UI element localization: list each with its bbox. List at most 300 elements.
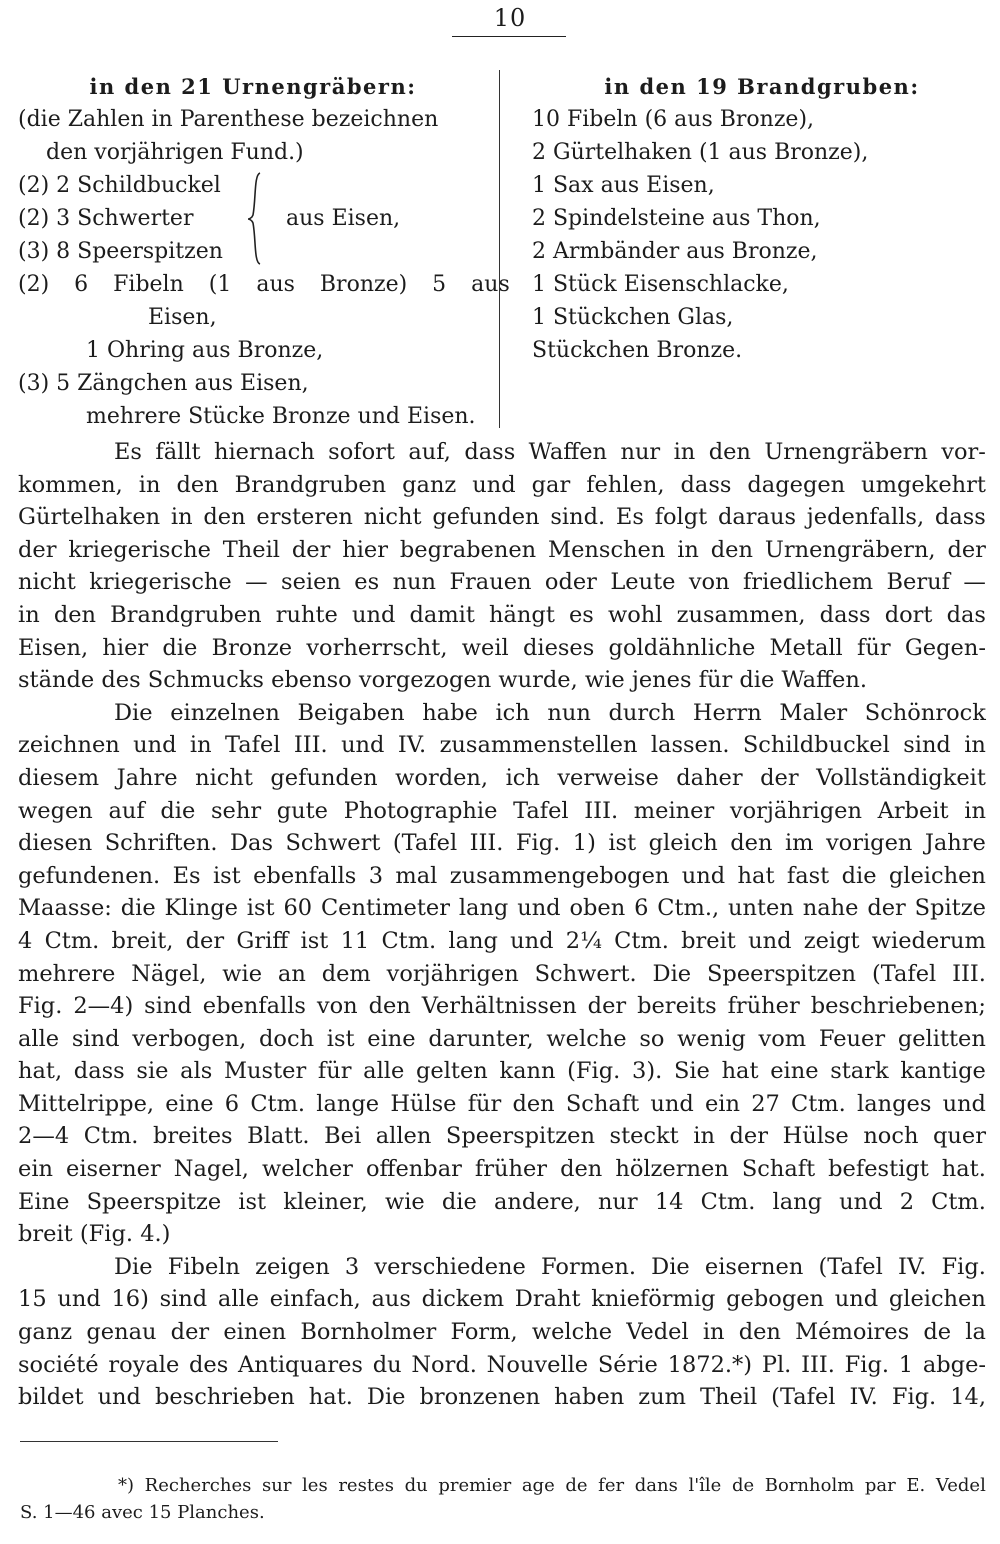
word: den (53, 601, 97, 628)
right-column-heading: in den 19 Brandgruben: (604, 74, 920, 99)
word: hat (737, 862, 775, 889)
text-line (18, 632, 986, 665)
word: (Tafel (818, 1253, 883, 1280)
word: wenig (677, 1025, 746, 1052)
iron-items-group (18, 169, 488, 268)
word: der (18, 536, 57, 563)
word: Metall (769, 634, 843, 661)
word: noch (863, 1123, 919, 1150)
text-line (18, 860, 986, 893)
word: oben (569, 895, 626, 922)
word: knieförmig (591, 1286, 716, 1313)
word: als (180, 1058, 213, 1085)
word: — (963, 569, 986, 596)
word: damit (409, 601, 475, 628)
word: dass (934, 504, 986, 531)
word: die (739, 667, 775, 694)
word: Frauen (449, 569, 532, 596)
word: gebogen (726, 1286, 825, 1313)
word: nicht (363, 504, 422, 531)
word: Nouvelle (486, 1351, 589, 1378)
word: Recherches (144, 1475, 252, 1496)
left-column-heading: in den 21 Urnengräbern: (89, 74, 417, 99)
word: wie (222, 960, 263, 987)
word: meiner (633, 797, 715, 824)
word: für (698, 667, 733, 694)
word: Ctm. (931, 1188, 986, 1215)
item-name: Schwerter (77, 206, 194, 231)
word: hier (102, 634, 149, 661)
word: gelten (415, 1058, 488, 1085)
word: zusammengebogen (449, 862, 670, 889)
word: dass (73, 1058, 125, 1085)
word: (Fig. (567, 1058, 621, 1085)
word: es (568, 601, 594, 628)
list-item: (3) 5 Zängchen aus Eisen, (18, 371, 309, 396)
word: Verhältnissen (421, 993, 577, 1020)
word: de (565, 1475, 588, 1496)
word: vor- (941, 439, 986, 465)
word: so (639, 1025, 665, 1052)
text-line (18, 1251, 986, 1284)
word: der (867, 895, 906, 922)
word: Mittelrippe, (18, 1090, 155, 1117)
word: fehlen, (586, 471, 665, 498)
word: 14, (950, 1384, 986, 1411)
word: Ctm. (700, 1188, 756, 1215)
word: gar (531, 471, 571, 498)
word: andere, (493, 1188, 581, 1215)
word: la (965, 1319, 986, 1346)
word: in (693, 1123, 715, 1150)
word: Schildbuckel (742, 732, 890, 759)
word: ersteren (256, 504, 353, 531)
word: hat, (18, 1058, 63, 1085)
word: Waffen. (781, 667, 867, 694)
word: stark (830, 1058, 889, 1085)
word: jenes (631, 667, 692, 694)
word: weil (461, 634, 509, 661)
word: par (864, 1475, 896, 1496)
word: vom (758, 1025, 807, 1052)
word: Vedel (935, 1475, 986, 1496)
word: und (97, 1384, 141, 1411)
text-line (18, 566, 986, 599)
word: für (467, 1090, 502, 1117)
word: Es (114, 439, 142, 465)
word: hölzernen (615, 1156, 729, 1183)
word: Eisen, (18, 634, 89, 661)
word: von (688, 569, 730, 596)
word: langes (857, 1090, 932, 1117)
column-divider (499, 70, 500, 428)
word: welcher (261, 1156, 353, 1183)
word: kriegerische (89, 569, 232, 596)
word: quer (933, 1123, 986, 1150)
item-name: Schildbuckel (77, 173, 221, 198)
word: ist (212, 862, 241, 889)
text-line (18, 729, 986, 762)
word: 60 (283, 895, 313, 922)
text-line (18, 925, 986, 958)
word: den (176, 471, 219, 498)
word: eine (770, 1058, 819, 1085)
word: mal (395, 862, 438, 889)
word: worden, (395, 764, 489, 791)
word: beschriebenen; (810, 993, 986, 1020)
word: Schwert. (534, 960, 637, 987)
word: die (120, 895, 156, 922)
word: Waffen (528, 439, 608, 465)
word: zusammen, (676, 601, 806, 628)
word: l'île (688, 1475, 722, 1496)
word: Fig. (844, 1351, 890, 1378)
fibeln-line: (2) 6 Fibeln (1 aus Bronze) 5 aus (18, 272, 510, 297)
word: und (839, 1188, 883, 1215)
word: dass (464, 439, 516, 465)
word: gleich (648, 830, 718, 857)
word: den (738, 1319, 781, 1346)
word: mehrere (18, 960, 116, 987)
word: durch (608, 699, 676, 726)
word: für (857, 634, 891, 661)
list-item: mehrere Stücke Bronze und Eisen. (86, 404, 476, 429)
word: habe (422, 699, 478, 726)
word: zusammenstellen (439, 732, 638, 759)
list-item: 1 Stück Eisenschlacke, (532, 272, 789, 297)
word: eine (165, 1090, 214, 1117)
word: offenbar (365, 1156, 462, 1183)
word: Brandgruben (110, 601, 262, 628)
word: breit (681, 927, 736, 954)
word: und (510, 927, 554, 954)
word: III. (952, 960, 986, 987)
word: société (18, 1351, 99, 1378)
word: beschrieben (154, 1384, 295, 1411)
item-count: (3) 8 (18, 239, 71, 264)
text-line (18, 1055, 986, 1088)
word: Spitze (914, 895, 986, 922)
word: Ctm. (83, 1123, 139, 1150)
word: früher (474, 1156, 548, 1183)
word: Fig. (941, 1253, 986, 1280)
word: gleichen (888, 862, 986, 889)
word: breit, (111, 927, 174, 954)
word: in (170, 504, 193, 531)
word: den (560, 1156, 603, 1183)
word: in (18, 601, 40, 628)
word: den (708, 439, 751, 465)
word: zum (638, 1384, 686, 1411)
text-line (18, 534, 986, 567)
word: in (964, 797, 986, 824)
word: vorgezogen (358, 667, 492, 694)
word: dieses (522, 634, 595, 661)
left-note-line: (die Zahlen in Parenthese bezeichnen (18, 107, 439, 132)
word: lang (458, 895, 509, 922)
word: wie (384, 1188, 425, 1215)
word: den (710, 536, 753, 563)
word: Leute (610, 569, 676, 596)
word: Vedel (626, 1319, 689, 1346)
word: und (341, 732, 385, 759)
word: hat. (941, 1156, 986, 1183)
word: ebenfalls (253, 862, 357, 889)
word: den (368, 993, 411, 1020)
word: fast (786, 862, 830, 889)
word: 2—4 (18, 1123, 70, 1150)
item-count: (2) 2 (18, 173, 71, 198)
footnote-line: S. 1—46 avec 15 Planches. (20, 1502, 265, 1523)
word: und (517, 895, 561, 922)
word: III. (293, 732, 328, 759)
word: einzelnen (170, 699, 280, 726)
list-item-continuation: Eisen, (148, 305, 217, 330)
word: Die (366, 1384, 406, 1411)
word: Gegen- (904, 634, 986, 661)
word: de (731, 1475, 755, 1496)
text-line (18, 697, 986, 730)
word: ganz (402, 471, 457, 498)
word: in (677, 536, 699, 563)
word: nicht (18, 569, 76, 596)
word: diesen (18, 830, 93, 857)
list-item: 1 Ohring aus Bronze, (86, 338, 324, 363)
word: goldähnliche (608, 634, 756, 661)
page-number: 10 (493, 4, 527, 32)
word: der (729, 1123, 769, 1150)
word: de (923, 1319, 952, 1346)
word: 15 (18, 1286, 47, 1313)
word: gefundenen. (18, 862, 161, 889)
word: Ctm. (250, 1090, 306, 1117)
word: gelitten (897, 1025, 986, 1052)
word: im (784, 830, 814, 857)
word: nun (392, 569, 437, 596)
word: vorigen (825, 830, 913, 857)
word: ist (608, 830, 637, 857)
word: ein (18, 1156, 54, 1183)
list-item: Stückchen Bronze. (532, 338, 743, 363)
word: Es (172, 862, 201, 889)
word: Série (597, 1351, 658, 1378)
word: 6 (224, 1090, 240, 1117)
word: Es (615, 504, 644, 531)
list-item (18, 268, 510, 301)
word: kommen, (18, 471, 123, 498)
word: von (316, 993, 358, 1020)
word: hat. (308, 1384, 353, 1411)
word: 3). (632, 1058, 663, 1085)
word: (Tafel (771, 1384, 836, 1411)
word: Griff (236, 927, 289, 954)
word: Jahre (116, 764, 178, 791)
word: und (57, 1286, 101, 1313)
text-line (18, 958, 986, 991)
word: Urnengräbern, (764, 536, 936, 563)
word: in (189, 732, 212, 759)
word: les (302, 1475, 328, 1496)
word: fer (598, 1475, 625, 1496)
word: Antiquares (238, 1351, 363, 1378)
word: seien (281, 569, 341, 596)
word: Jahre (924, 830, 986, 857)
text-line (18, 1349, 986, 1382)
text-line (18, 469, 986, 502)
word: 16) (111, 1286, 149, 1313)
word: umgekehrt (861, 471, 986, 498)
word: verschiedene (374, 1253, 526, 1280)
word: gleichen (888, 1286, 986, 1313)
word: auf, (408, 439, 451, 465)
text-line (18, 990, 986, 1023)
word: Form, (450, 1319, 518, 1346)
word: nur (597, 1188, 638, 1215)
word: die (841, 862, 877, 889)
word: dickem (421, 1286, 505, 1313)
word: Eine (18, 1188, 70, 1215)
word: IV. (849, 1384, 878, 1411)
word: begrabenen (399, 536, 537, 563)
word: Nagel, (173, 1156, 249, 1183)
word: fällt (155, 439, 201, 465)
word: ist (300, 927, 329, 954)
word: Ctm. (381, 927, 437, 954)
word: Gürtelhaken (18, 504, 161, 531)
word: an (277, 960, 306, 987)
word: Schriften. (104, 830, 218, 857)
word: bronzenen (419, 1384, 541, 1411)
word: gefunden (270, 764, 378, 791)
list-item: 1 Sax aus Eisen, (532, 173, 715, 198)
word: doch (259, 1025, 315, 1052)
word: und (472, 471, 516, 498)
word: der (587, 993, 627, 1020)
word: sind (71, 1025, 120, 1052)
text-line (18, 436, 986, 469)
body-text (18, 436, 986, 1414)
word: restes (338, 1475, 394, 1496)
word: 1872.*) (667, 1351, 753, 1378)
word: dans (634, 1475, 678, 1496)
word: die (160, 797, 196, 824)
word: age (521, 1475, 555, 1496)
word: verweise (557, 764, 659, 791)
word: und (133, 732, 177, 759)
word: Klinge (164, 895, 238, 922)
word: Ctm., (657, 895, 720, 922)
word: Das (230, 830, 274, 857)
word: Mémoires (795, 1319, 910, 1346)
word: breit (18, 1221, 73, 1248)
word: 4 (18, 927, 33, 954)
text-line (18, 762, 986, 795)
word: nahe (802, 895, 859, 922)
word: des (189, 1351, 229, 1378)
brace-label: aus Eisen, (286, 206, 401, 231)
word: Herrn (692, 699, 762, 726)
word: Arbeit (877, 797, 949, 824)
word: Schönrock (864, 699, 986, 726)
word: Blatt. (247, 1123, 310, 1150)
word: sofort (328, 439, 395, 465)
word: und (650, 1090, 694, 1117)
word: steckt (609, 1123, 679, 1150)
word: premier (438, 1475, 512, 1496)
word: einfach, (269, 1286, 361, 1313)
word: Die (114, 1253, 153, 1280)
word: genau (86, 1319, 157, 1346)
word: Ctm. (614, 927, 669, 954)
word: ist (246, 895, 275, 922)
word: dass (680, 471, 732, 498)
word: Fig. (515, 830, 561, 857)
word: vorherrscht, (306, 634, 448, 661)
word: aus (371, 1286, 411, 1313)
word: Speerspitzen (445, 1123, 595, 1150)
text-line (18, 1283, 986, 1316)
word: Schwert (285, 830, 381, 857)
word: früher (727, 993, 800, 1020)
list-item: 2 Armbänder aus Bronze, (532, 239, 818, 264)
word: dagegen (747, 471, 846, 498)
word: und (942, 1090, 986, 1117)
word: kriegerische (68, 536, 211, 563)
word: Ctm. (791, 1090, 846, 1117)
word: jedenfalls, (806, 504, 925, 531)
word: 2 (899, 1188, 915, 1215)
word: III. (584, 797, 619, 824)
word: *) (118, 1475, 135, 1496)
word: welche (546, 1025, 627, 1052)
word: du (404, 1475, 428, 1496)
word: Tafel (513, 797, 569, 824)
word: Muster (224, 1058, 307, 1085)
word: dass (819, 601, 871, 628)
word: diesem (18, 764, 100, 791)
word: der (170, 1319, 210, 1346)
text-line (18, 1186, 986, 1219)
word: vorjährigen (386, 960, 519, 987)
word: nicht (195, 764, 253, 791)
footnote-line (20, 1472, 986, 1499)
word: Fig. (18, 993, 63, 1020)
word: bereits (637, 993, 717, 1020)
word: (Fig. (79, 1221, 134, 1248)
word: haben (554, 1384, 625, 1411)
text-line (18, 1153, 986, 1186)
word: Menschen (548, 536, 666, 563)
text-line (18, 892, 986, 925)
word: nur (620, 439, 661, 465)
text-line (18, 1218, 986, 1251)
list-item: 2 Gürtelhaken (1 aus Bronze), (532, 140, 869, 165)
word: der (291, 536, 331, 563)
word: Draht (514, 1286, 581, 1313)
word: lang (448, 927, 498, 954)
word: wiederum (871, 927, 986, 954)
word: Photographie (343, 797, 498, 824)
word: den (512, 1090, 555, 1117)
word: Bornholm (764, 1475, 855, 1496)
word: 3 (344, 1253, 360, 1280)
word: hat (721, 1058, 759, 1085)
word: sind (159, 1286, 208, 1313)
word: Die (652, 960, 692, 987)
left-note-line: den vorjährigen Fund.) (46, 140, 304, 165)
word: Theil (699, 1384, 758, 1411)
word: Ctm. (44, 927, 100, 954)
